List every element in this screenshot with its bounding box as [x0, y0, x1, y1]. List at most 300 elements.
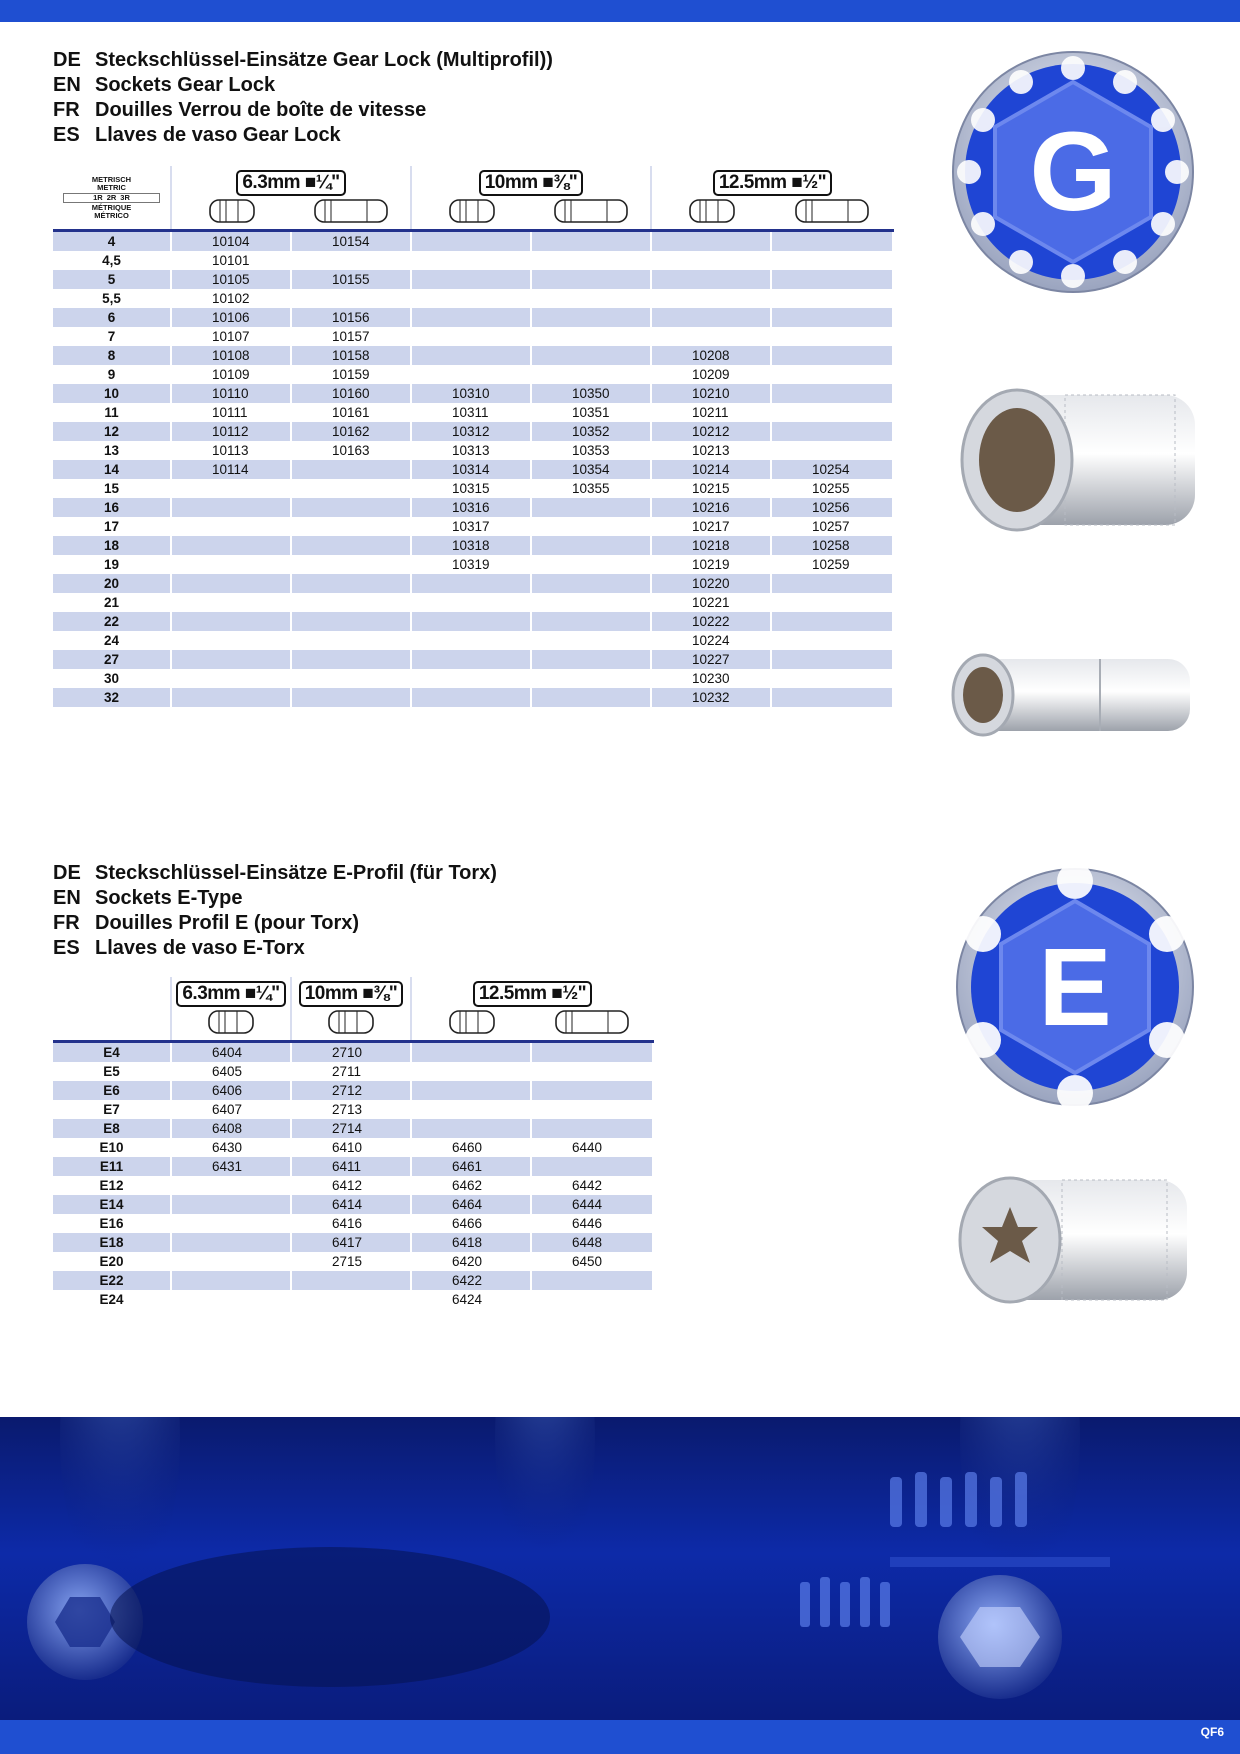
article-number-cell: 10313: [411, 441, 531, 460]
article-number-cell: 10311: [411, 403, 531, 422]
article-number-cell: 10222: [651, 612, 771, 631]
article-number-cell: [771, 631, 893, 650]
article-number-cell: 10218: [651, 536, 771, 555]
article-number-cell: [771, 308, 893, 327]
article-number-cell: 6408: [171, 1119, 291, 1138]
article-number-cell: 10220: [651, 574, 771, 593]
article-number-cell: [291, 517, 411, 536]
article-number-cell: [171, 1290, 291, 1309]
article-number-cell: [291, 631, 411, 650]
size-cell: 30: [53, 669, 171, 688]
article-number-cell: [531, 612, 651, 631]
title-text: Steckschlüssel-Einsätze E-Profil (für Torx): [95, 862, 497, 884]
article-number-cell: 6407: [171, 1100, 291, 1119]
table-row: [53, 460, 893, 479]
article-number-cell: 10214: [651, 460, 771, 479]
article-number-cell: [291, 650, 411, 669]
long-socket-icon: [531, 1007, 653, 1042]
table-row: [53, 593, 893, 612]
table-row: [53, 517, 893, 536]
short-socket-icon: [651, 196, 771, 231]
article-number-cell: [171, 688, 291, 707]
table-row: [53, 1290, 653, 1309]
article-number-cell: [771, 650, 893, 669]
table-row: [53, 327, 893, 346]
article-number-cell: 6404: [171, 1042, 291, 1063]
article-number-cell: 10212: [651, 422, 771, 441]
article-number-cell: 6430: [171, 1138, 291, 1157]
article-number-cell: [411, 1081, 531, 1100]
article-number-cell: [531, 308, 651, 327]
short-socket-icon: [171, 196, 291, 231]
size-cell: 17: [53, 517, 171, 536]
drive-size-label: 6.3mm ■¼": [176, 981, 285, 1007]
table-row: [53, 1119, 653, 1138]
article-number-cell: 10162: [291, 422, 411, 441]
size-cell: 15: [53, 479, 171, 498]
article-number-cell: 10163: [291, 441, 411, 460]
article-number-cell: 6424: [411, 1290, 531, 1309]
article-number-cell: [171, 1195, 291, 1214]
article-number-cell: [171, 574, 291, 593]
article-number-cell: 6460: [411, 1138, 531, 1157]
title-row: [53, 886, 497, 911]
table-row: [53, 631, 893, 650]
article-number-cell: 6446: [531, 1214, 653, 1233]
article-number-cell: [411, 1100, 531, 1119]
article-number-cell: [531, 1062, 653, 1081]
page-number: QF6: [1200, 1725, 1224, 1739]
article-number-cell: 10107: [171, 327, 291, 346]
table-row: [53, 1214, 653, 1233]
article-number-cell: 10215: [651, 479, 771, 498]
article-number-cell: [291, 593, 411, 612]
size-cell: E18: [53, 1233, 171, 1252]
article-number-cell: [411, 669, 531, 688]
article-number-cell: 10318: [411, 536, 531, 555]
title-text: Sockets E-Type: [95, 887, 243, 909]
badge-letter: E: [1038, 926, 1112, 1049]
article-number-cell: [771, 327, 893, 346]
table-row: [53, 650, 893, 669]
bottom-color-band: [0, 1720, 1240, 1754]
title-text: Llaves de vaso E-Torx: [95, 937, 305, 959]
article-number-cell: 10156: [291, 308, 411, 327]
article-number-cell: [171, 1271, 291, 1290]
article-number-cell: [531, 270, 651, 289]
article-number-cell: 10221: [651, 593, 771, 612]
metric-label-en: METRIC: [97, 182, 126, 192]
size-cell: 5,5: [53, 289, 171, 308]
title-row: [53, 98, 553, 123]
size-cell: 19: [53, 555, 171, 574]
table-row: [53, 270, 893, 289]
article-number-cell: 10217: [651, 517, 771, 536]
article-number-cell: 6464: [411, 1195, 531, 1214]
article-number-cell: [771, 289, 893, 308]
article-number-cell: 10227: [651, 650, 771, 669]
article-number-cell: [771, 251, 893, 270]
lang-code: FR: [53, 99, 80, 121]
size-cell: E12: [53, 1176, 171, 1195]
article-number-cell: [771, 231, 893, 252]
lang-code: EN: [53, 74, 81, 96]
drive-size-label: 12.5mm ■½": [473, 981, 592, 1007]
metric-label-es: MÉTRICO: [94, 210, 129, 220]
metric-label-de: METRISCH: [91, 174, 132, 184]
article-number-cell: [531, 517, 651, 536]
article-number-cell: [411, 574, 531, 593]
article-number-cell: 2712: [291, 1081, 411, 1100]
article-number-cell: [531, 1042, 653, 1063]
size-cell: 6: [53, 308, 171, 327]
article-number-cell: [531, 593, 651, 612]
article-number-cell: [291, 251, 411, 270]
article-number-cell: 10113: [171, 441, 291, 460]
article-number-cell: 10316: [411, 498, 531, 517]
article-number-cell: [411, 612, 531, 631]
article-number-cell: [651, 251, 771, 270]
drive-header-quarter: [171, 977, 291, 1007]
article-number-cell: 10216: [651, 498, 771, 517]
long-socket-icon: [531, 196, 651, 231]
article-number-cell: 6461: [411, 1157, 531, 1176]
article-number-cell: 6406: [171, 1081, 291, 1100]
article-number-cell: 6448: [531, 1233, 653, 1252]
article-number-cell: 10111: [171, 403, 291, 422]
article-number-cell: 10161: [291, 403, 411, 422]
size-cell: 4,5: [53, 251, 171, 270]
size-cell: E14: [53, 1195, 171, 1214]
table-row: [53, 384, 893, 403]
table-row: [53, 1138, 653, 1157]
article-number-cell: 10312: [411, 422, 531, 441]
article-number-cell: [171, 593, 291, 612]
article-number-cell: [291, 669, 411, 688]
article-number-cell: [651, 327, 771, 346]
article-number-cell: 10255: [771, 479, 893, 498]
article-number-cell: 10258: [771, 536, 893, 555]
article-number-cell: [411, 1042, 531, 1063]
article-number-cell: 10317: [411, 517, 531, 536]
article-number-cell: [531, 346, 651, 365]
long-socket-icon: [291, 196, 411, 231]
lang-code: FR: [53, 912, 80, 934]
article-number-cell: 10254: [771, 460, 893, 479]
article-number-cell: 10351: [531, 403, 651, 422]
short-socket-icon: [411, 1007, 531, 1042]
article-number-cell: 2714: [291, 1119, 411, 1138]
article-number-cell: [531, 555, 651, 574]
article-number-cell: 6450: [531, 1252, 653, 1271]
title-text: Steckschlüssel-Einsätze Gear Lock (Multiprofil)): [95, 49, 553, 71]
article-number-cell: 6405: [171, 1062, 291, 1081]
article-number-cell: [171, 1214, 291, 1233]
table-row: [53, 1252, 653, 1271]
title-row: [53, 123, 553, 148]
size-cell: 11: [53, 403, 171, 422]
short-socket-icon: [411, 196, 531, 231]
size-cell: E22: [53, 1271, 171, 1290]
long-socket-photo: [945, 647, 1205, 747]
article-number-cell: [291, 289, 411, 308]
article-number-cell: 6411: [291, 1157, 411, 1176]
size-cell: 9: [53, 365, 171, 384]
article-number-cell: [411, 270, 531, 289]
short-socket-icon: [291, 1007, 411, 1042]
article-number-cell: 10114: [171, 460, 291, 479]
article-number-cell: [291, 1290, 411, 1309]
mini-label: 1R: [93, 192, 103, 202]
table-row: [53, 289, 893, 308]
article-number-cell: 10110: [171, 384, 291, 403]
article-number-cell: 10219: [651, 555, 771, 574]
article-number-cell: 10104: [171, 231, 291, 252]
size-cell: E8: [53, 1119, 171, 1138]
article-number-cell: 10352: [531, 422, 651, 441]
short-socket-icon: [171, 1007, 291, 1042]
article-number-cell: [171, 1176, 291, 1195]
size-cell: E24: [53, 1290, 171, 1309]
article-number-cell: [171, 498, 291, 517]
article-number-cell: 6414: [291, 1195, 411, 1214]
article-number-cell: 6431: [171, 1157, 291, 1176]
size-cell: 24: [53, 631, 171, 650]
title-row: [53, 911, 497, 936]
article-number-cell: [291, 555, 411, 574]
gear-lock-table: [53, 166, 894, 707]
title-text: Sockets Gear Lock: [95, 74, 276, 96]
title-row: [53, 936, 497, 961]
title-text: Douilles Verrou de boîte de vitesse: [95, 99, 427, 121]
article-number-cell: 6416: [291, 1214, 411, 1233]
size-cell: E10: [53, 1138, 171, 1157]
article-number-cell: [651, 289, 771, 308]
article-number-cell: [531, 1290, 653, 1309]
metric-note: [53, 166, 171, 231]
article-number-cell: 10160: [291, 384, 411, 403]
size-cell: 8: [53, 346, 171, 365]
article-number-cell: [771, 574, 893, 593]
article-number-cell: [531, 251, 651, 270]
article-number-cell: 10158: [291, 346, 411, 365]
long-socket-icon: [771, 196, 893, 231]
size-cell: 10: [53, 384, 171, 403]
table-row: [53, 346, 893, 365]
drive-size-label: 10mm ■⅜": [479, 170, 584, 196]
size-cell: 14: [53, 460, 171, 479]
table-row: [53, 1157, 653, 1176]
article-number-cell: [771, 688, 893, 707]
article-number-cell: [171, 612, 291, 631]
article-number-cell: 6418: [411, 1233, 531, 1252]
size-cell: 5: [53, 270, 171, 289]
title-row: [53, 73, 553, 98]
article-number-cell: [411, 365, 531, 384]
article-number-cell: 10108: [171, 346, 291, 365]
gear-lock-badge-icon: [951, 50, 1196, 300]
article-number-cell: [411, 327, 531, 346]
article-number-cell: [531, 631, 651, 650]
table-row: [53, 479, 893, 498]
article-number-cell: [411, 688, 531, 707]
drive-header-three-eighths: [411, 166, 651, 196]
table-row: [53, 403, 893, 422]
article-number-cell: 6466: [411, 1214, 531, 1233]
article-number-cell: [291, 498, 411, 517]
table-row: [53, 612, 893, 631]
article-number-cell: [531, 1119, 653, 1138]
size-cell: E16: [53, 1214, 171, 1233]
article-number-cell: 10355: [531, 479, 651, 498]
article-number-cell: [171, 536, 291, 555]
title-row: [53, 861, 497, 886]
article-number-cell: [291, 574, 411, 593]
article-number-cell: 10259: [771, 555, 893, 574]
article-number-cell: [411, 251, 531, 270]
table-row: [53, 669, 893, 688]
drive-header-quarter: [171, 166, 411, 196]
e-socket-photo: [952, 1165, 1202, 1320]
short-socket-photo: [955, 375, 1205, 550]
article-number-cell: [771, 593, 893, 612]
article-number-cell: [291, 612, 411, 631]
title-row: [53, 48, 553, 73]
article-number-cell: [411, 1119, 531, 1138]
article-number-cell: [531, 231, 651, 252]
article-number-cell: [411, 650, 531, 669]
size-cell: E5: [53, 1062, 171, 1081]
table-row: [53, 308, 893, 327]
article-number-cell: [411, 289, 531, 308]
article-number-cell: 2715: [291, 1252, 411, 1271]
article-number-cell: 10102: [171, 289, 291, 308]
article-number-cell: [171, 517, 291, 536]
table-row: [53, 251, 893, 270]
article-number-cell: [171, 631, 291, 650]
article-number-cell: 6422: [411, 1271, 531, 1290]
size-cell: E20: [53, 1252, 171, 1271]
article-number-cell: 10105: [171, 270, 291, 289]
size-cell: 16: [53, 498, 171, 517]
article-number-cell: 10209: [651, 365, 771, 384]
article-number-cell: [771, 384, 893, 403]
article-number-cell: 6420: [411, 1252, 531, 1271]
article-number-cell: [291, 460, 411, 479]
article-number-cell: [531, 1157, 653, 1176]
e-profile-badge-icon: [955, 867, 1195, 1112]
article-number-cell: [531, 1271, 653, 1290]
drive-size-label: 12.5mm ■½": [713, 170, 832, 196]
article-number-cell: 2713: [291, 1100, 411, 1119]
article-number-cell: 10154: [291, 231, 411, 252]
article-number-cell: [531, 498, 651, 517]
article-number-cell: [411, 631, 531, 650]
table-row: [53, 1271, 653, 1290]
article-number-cell: 10106: [171, 308, 291, 327]
article-number-cell: 6462: [411, 1176, 531, 1195]
article-number-cell: [171, 1233, 291, 1252]
article-number-cell: [291, 688, 411, 707]
blank-header: [53, 977, 171, 1042]
size-cell: 27: [53, 650, 171, 669]
drive-header-half: [651, 166, 893, 196]
lang-code: ES: [53, 124, 80, 146]
size-cell: 12: [53, 422, 171, 441]
size-cell: 4: [53, 231, 171, 252]
title-text: Llaves de vaso Gear Lock: [95, 124, 341, 146]
article-number-cell: 10157: [291, 327, 411, 346]
drive-size-label: 10mm ■⅜": [299, 981, 404, 1007]
metric-label-fr: MÉTRIQUE: [91, 202, 132, 212]
article-number-cell: 10310: [411, 384, 531, 403]
table-row: [53, 498, 893, 517]
table-row: [53, 574, 893, 593]
article-number-cell: 10208: [651, 346, 771, 365]
size-cell: 21: [53, 593, 171, 612]
size-cell: 32: [53, 688, 171, 707]
article-number-cell: 6440: [531, 1138, 653, 1157]
article-number-cell: [531, 536, 651, 555]
article-number-cell: [531, 1100, 653, 1119]
article-number-cell: [411, 1062, 531, 1081]
article-number-cell: 10350: [531, 384, 651, 403]
article-number-cell: 6442: [531, 1176, 653, 1195]
article-number-cell: 10319: [411, 555, 531, 574]
article-number-cell: 10155: [291, 270, 411, 289]
drive-header-half: [411, 977, 653, 1007]
lang-code: DE: [53, 49, 81, 71]
table-row: [53, 231, 893, 252]
article-number-cell: 10353: [531, 441, 651, 460]
article-number-cell: 10109: [171, 365, 291, 384]
table-row: [53, 1195, 653, 1214]
section2-titles: [53, 861, 497, 961]
table-row: [53, 555, 893, 574]
article-number-cell: [651, 270, 771, 289]
article-number-cell: 10230: [651, 669, 771, 688]
article-number-cell: [771, 346, 893, 365]
article-number-cell: 6444: [531, 1195, 653, 1214]
lang-code: DE: [53, 862, 81, 884]
drive-header-three-eighths: [291, 977, 411, 1007]
article-number-cell: [291, 479, 411, 498]
article-number-cell: [771, 441, 893, 460]
article-number-cell: 6412: [291, 1176, 411, 1195]
lang-code: ES: [53, 937, 80, 959]
article-number-cell: 2710: [291, 1042, 411, 1063]
article-number-cell: 10224: [651, 631, 771, 650]
article-number-cell: [771, 270, 893, 289]
table-row: [53, 365, 893, 384]
table-row: [53, 1233, 653, 1252]
size-cell: E4: [53, 1042, 171, 1063]
article-number-cell: 10112: [171, 422, 291, 441]
badge-letter: G: [1029, 109, 1117, 234]
article-number-cell: 10314: [411, 460, 531, 479]
size-cell: E11: [53, 1157, 171, 1176]
article-number-cell: [651, 308, 771, 327]
article-number-cell: 10101: [171, 251, 291, 270]
article-number-cell: [171, 479, 291, 498]
size-cell: 7: [53, 327, 171, 346]
table-row: [53, 1100, 653, 1119]
article-number-cell: 2711: [291, 1062, 411, 1081]
article-number-cell: [531, 574, 651, 593]
size-cell: 13: [53, 441, 171, 460]
article-number-cell: [651, 231, 771, 252]
article-number-cell: [531, 365, 651, 384]
